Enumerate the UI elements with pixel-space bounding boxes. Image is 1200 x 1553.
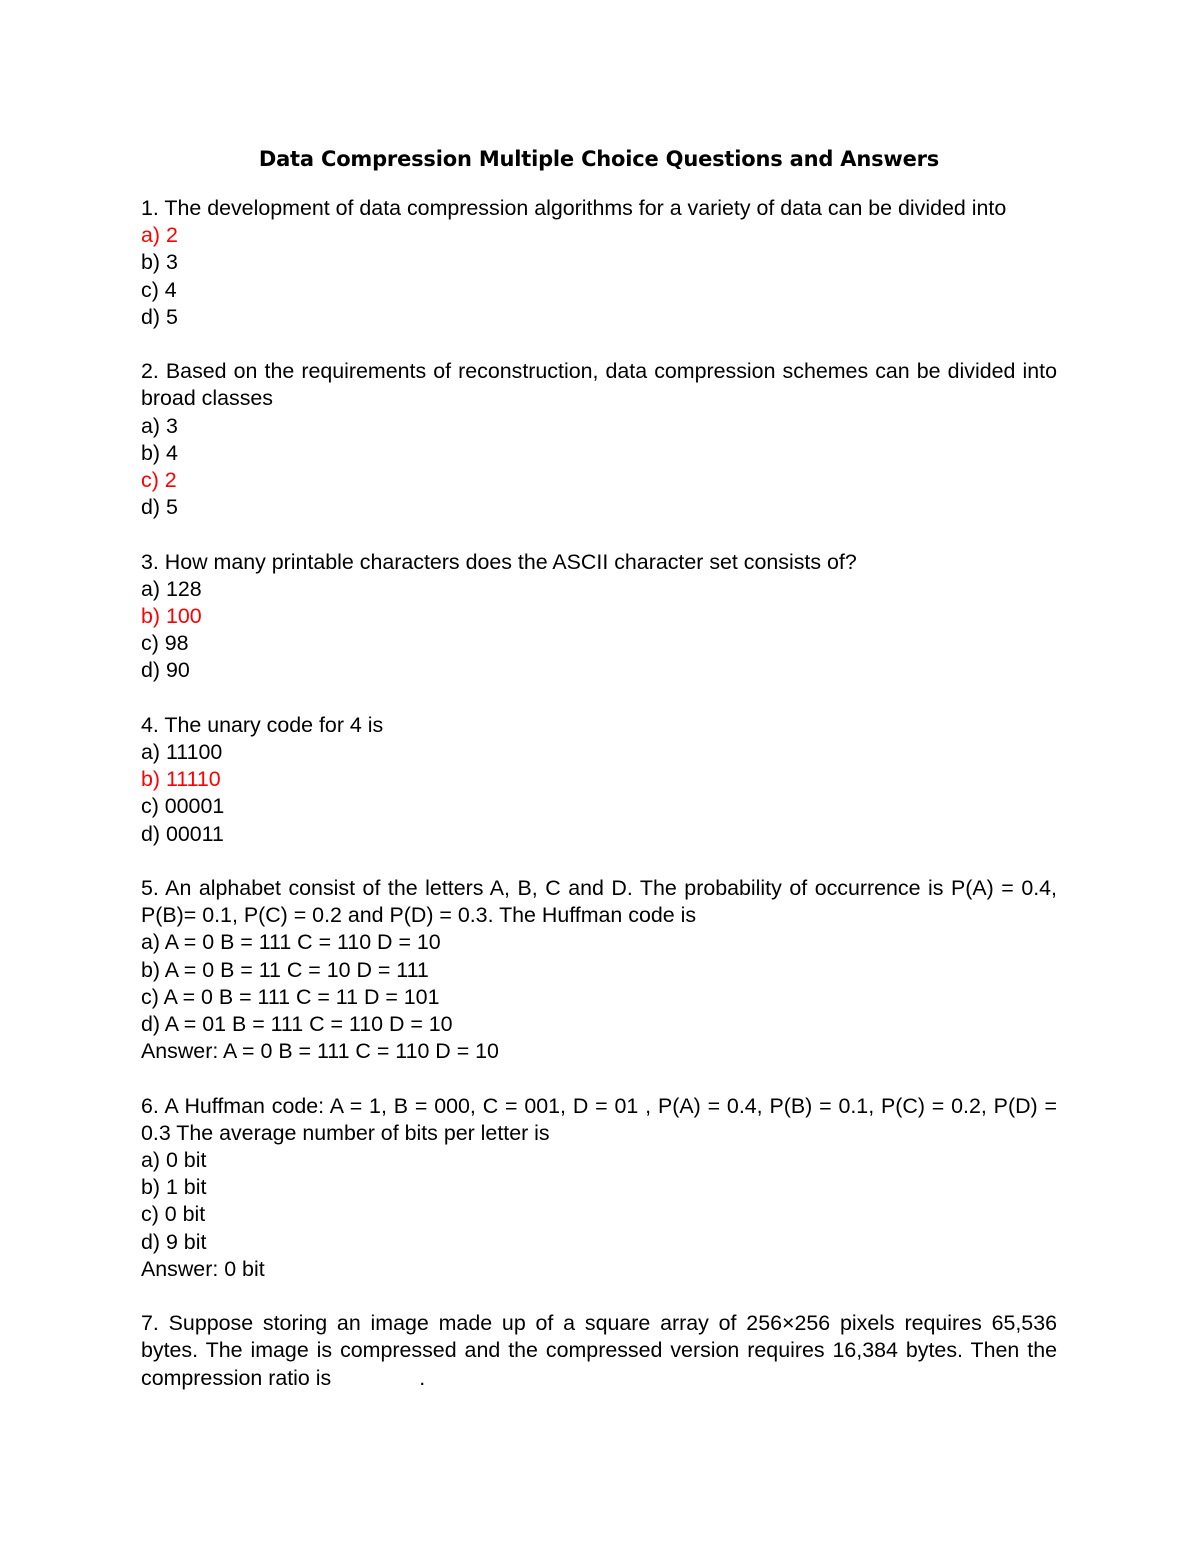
- question-text: 2. Based on the requirements of reconstruction, data compression schemes can be divided into broad classes: [141, 359, 1057, 411]
- page-title: Data Compression Multiple Choice Questions and Answers: [258, 147, 940, 171]
- question-text: [141, 1310, 1057, 1392]
- option-d: d) 9 bit: [141, 1229, 207, 1254]
- option-d: d) 00011: [141, 821, 224, 846]
- question-text: 4. The unary code for 4 is: [141, 712, 384, 737]
- answer-line: Answer: A = 0 B = 111 C = 110 D = 10: [141, 1039, 499, 1064]
- question-7: [141, 1310, 1057, 1392]
- option-b: b) A = 0 B = 11 C = 10 D = 111: [141, 957, 429, 982]
- option-a: a) 11100: [141, 740, 223, 765]
- option-c-correct: c) 2: [141, 468, 177, 493]
- question-5: [141, 875, 1057, 1065]
- answer-line: Answer: 0 bit: [141, 1256, 265, 1281]
- question-text-body: 7. Suppose storing an image made up of a square array of 256×256 pixels requires 65,536 bytes. The image is compressed and the compressed version requires 16,384 bytes. Then the compression ratio is: [141, 1311, 1057, 1390]
- question-3: [141, 549, 1057, 685]
- option-b-correct: b) 100: [141, 604, 202, 629]
- question-text: 1. The development of data compression algorithms for a variety of data can be divided into: [141, 196, 1007, 220]
- option-a: a) 3: [141, 413, 178, 438]
- option-c: c) 00001: [141, 794, 225, 819]
- option-b: b) 4: [141, 440, 178, 465]
- option-b: b) 3: [141, 250, 178, 275]
- option-c: c) 0 bit: [141, 1202, 206, 1227]
- question-text-end: .: [419, 1365, 426, 1390]
- question-4: [141, 712, 1057, 848]
- document-page: [141, 143, 1057, 1419]
- option-c: c) A = 0 B = 111 C = 11 D = 101: [141, 984, 440, 1009]
- question-6: [141, 1093, 1057, 1283]
- option-d: d) 5: [141, 495, 178, 520]
- option-a-correct: a) 2: [141, 223, 178, 248]
- option-b: b) 1 bit: [141, 1175, 207, 1200]
- question-1: [141, 195, 1057, 331]
- question-text: 6. A Huffman code: A = 1, B = 000, C = 001, D = 01 , P(A) = 0.4, P(B) = 0.1, P(C) = 0.2, P(D) = 0.3 The average number of bits per letter is: [141, 1093, 1057, 1145]
- question-text: 5. An alphabet consist of the letters A, B, C and D. The probability of occurrence is P(A) = 0.4, P(B)= 0.1, P(C) = 0.2 and P(D) = 0.3. The Huffman code is: [141, 876, 1057, 928]
- option-a: a) 0 bit: [141, 1148, 207, 1173]
- option-b-correct: b) 11110: [141, 767, 221, 792]
- option-a: a) A = 0 B = 111 C = 110 D = 10: [141, 930, 441, 955]
- question-text: 3. How many printable characters does the ASCII character set consists of?: [141, 549, 857, 574]
- option-c: c) 4: [141, 277, 177, 302]
- question-2: [141, 358, 1057, 521]
- option-c: c) 98: [141, 631, 189, 656]
- option-d: d) 5: [141, 304, 178, 329]
- option-d: d) 90: [141, 658, 190, 683]
- option-d: d) A = 01 B = 111 C = 110 D = 10: [141, 1012, 453, 1037]
- option-a: a) 128: [141, 576, 202, 601]
